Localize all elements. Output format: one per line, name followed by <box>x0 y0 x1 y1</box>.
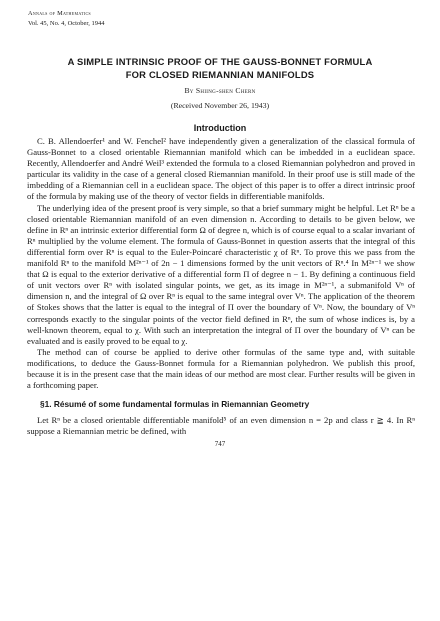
journal-volume: Vol. 45, No. 4, October, 1944 <box>28 20 105 27</box>
author: By Shiing-shen Chern <box>184 86 256 95</box>
paper-title <box>28 55 412 81</box>
section-1-paragraph: Let Rⁿ be a closed orientable differentiable manifold⁵ of an even dimension n = 2p and class r ≧ 4. In Rⁿ suppose a Riemannian metric be defined, with <box>27 415 415 437</box>
section-1-body <box>27 415 415 437</box>
intro-paragraph-2: The underlying idea of the present proof is very simple, so that a brief summary might be helpful. Let Rⁿ be a closed orientable Riemannian manifold of an even dimension n. According to details to be given below, we define in Rⁿ an intrinsic exterior differential form Ω of degree n, which is of course equal to a scalar invariant of Rⁿ multiplied by the volume element. The formula of Gauss-Bonnet in question asserts that the integral of this differential form over Rⁿ is equal to the Euler-Poincaré characteristic χ of Rⁿ. To prove this we pass from the manifold Rⁿ to the manifold M²ⁿ⁻¹ of 2n − 1 dimensions formed by the unit vectors of Rⁿ.⁴ In M²ⁿ⁻¹ we show that Ω is equal to the exterior derivative of a differential form Π of degree n − 1. By defining a continuous field of unit vectors over Rⁿ with isolated singular points, we get, as its image in M²ⁿ⁻¹, a submanifold Vⁿ of dimension n, and the integral of Ω over Rⁿ is equal to the same integral over Vⁿ. The application of the theorem of Stokes shows that the latter is equal to the integral of Π over the boundary of Vⁿ. Now, the boundary of Vⁿ corresponds exactly to the singular points of the vector field defined in Rⁿ, the sum of whose indices is, by a well-known theorem, equal to χ. With such an interpretation the integral of Π over the boundary of Vⁿ can be evaluated and is easily proved to be equal to χ. <box>27 202 415 346</box>
page-number: 747 <box>214 440 226 448</box>
intro-paragraph-1: C. B. Allendoerfer¹ and W. Fenchel² have independently given a generalization of the classical formula of Gauss-Bonnet to a closed orientable Riemannian manifold which can be imbedded in a euclidean space. Recently, Allendoerfer and André Weil³ extended the formula to a closed Riemannian polyhedron and proved in particular its validity in the case of a general closed Riemannian manifold. In their proof use is still made of the imbedding of a Riemannian cell in a euclidean space. The object of this paper is to offer a direct intrinsic proof of the formula by making use of the theory of vector fields in differentiable manifolds. <box>27 136 415 202</box>
title-line-2: FOR CLOSED RIEMANNIAN MANIFOLDS <box>125 69 315 80</box>
intro-heading: Introduction <box>193 123 247 133</box>
journal-name: Annals of Mathematics <box>28 10 91 17</box>
section-1-heading: §1. Résumé of some fundamental formulas in Riemannian Geometry <box>40 399 310 409</box>
title-line-1: A SIMPLE INTRINSIC PROOF OF THE GAUSS-BONNET FORMULA <box>67 56 373 67</box>
received-date: (Received November 26, 1943) <box>170 101 270 110</box>
intro-body <box>27 136 415 391</box>
intro-paragraph-3: The method can of course be applied to derive other formulas of the same type and, with suitable modifications, to deduce the Gauss-Bonnet formula for a Riemannian polyhedron. We publish this proof, because it is in the present case that the main ideas of our method are most clear. Further results will be given in a forthcoming paper. <box>27 346 415 391</box>
